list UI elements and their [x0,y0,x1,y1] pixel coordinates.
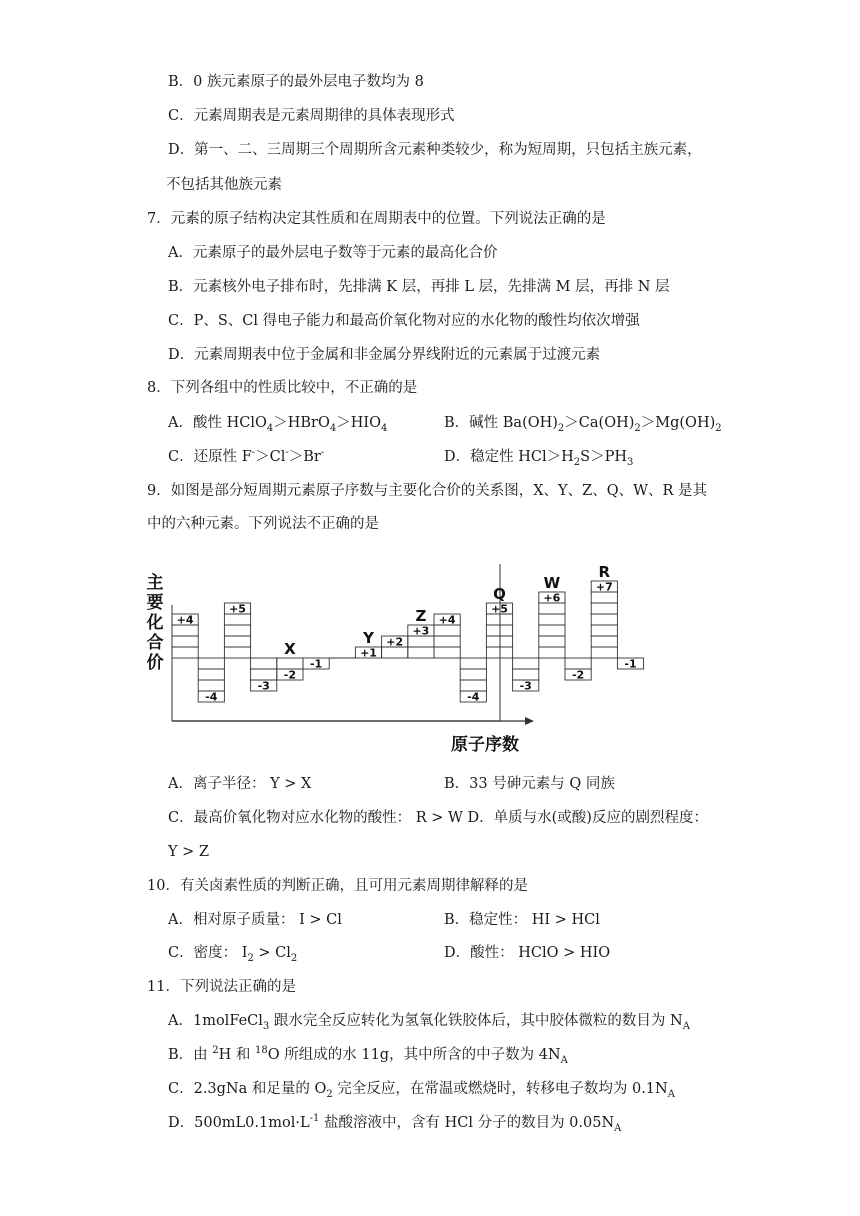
column-cell [591,647,617,658]
value-label: -1 [624,657,637,671]
column-cell [172,636,198,647]
element-label: W [543,574,561,592]
column-cell [408,647,434,658]
column-cell [251,658,277,669]
value-label: +5 [229,602,246,616]
column-cell [539,603,565,614]
column-cell [539,636,565,647]
option-10d: D．酸性： HClO > HIO [444,945,611,961]
option-10a: A．相对原子质量： I > Cl [168,912,342,928]
value-label: -3 [519,679,532,693]
column-cell [251,669,277,680]
option-9a: A．离子半径： Y > X [168,776,312,792]
column-cell [224,647,250,658]
column-cell [565,658,591,669]
element-label: Q [493,585,506,603]
column-cell [172,625,198,636]
y-axis-label-char: 要 [146,593,164,613]
column-cell [460,669,486,680]
value-label: +1 [360,646,377,660]
value-label: +5 [491,602,508,616]
column-cell [591,614,617,625]
question-9-line2: 中的六种元素。下列说法不正确的是 [147,516,379,532]
column-cell [434,647,460,658]
option-10c: C．密度： $I_2 > Cl_2$ [168,945,298,964]
question-10: 10．有关卤素性质的判断正确，且可用元素周期律解释的是 [147,878,528,894]
column-cell [539,647,565,658]
column-cell [460,680,486,691]
line-q6b: B．0 族元素原子的最外层电子数均为 8 [168,74,424,90]
column-cell [591,625,617,636]
column-cell [434,625,460,636]
column-cell [408,636,434,647]
valence-chart [140,550,637,760]
value-label: -1 [309,657,323,671]
element-label: Y [363,629,374,647]
element-label: Z [415,607,427,625]
option-7d: D．元素周期表中位于金属和非金属分界线附近的元素属于过渡元素 [168,347,601,363]
column-cell [277,658,303,669]
column-cell [224,636,250,647]
x-axis-label: 原子序数 [451,735,519,755]
column-cell [591,592,617,603]
value-label: +4 [438,613,456,627]
option-8d: D．稳定性 $HCl>H_2S>PH_3$ [444,449,634,468]
column-cell [198,658,224,669]
option-8c: C．还原性 F-＞Cl-＞Br- [168,447,325,465]
column-cell [224,625,250,636]
y-axis-label-char: 价 [146,653,164,673]
column-cell [539,625,565,636]
column-cell [539,614,565,625]
option-7c: C．P、S、Cl 得电子能力和最高价氧化物对应的水化物的酸性均依次增强 [168,313,640,329]
value-label: -2 [571,668,585,682]
value-label: +4 [176,613,194,627]
option-10b: B．稳定性： HI > HCl [444,912,600,928]
column-cell [198,669,224,680]
element-label: R [598,563,611,581]
column-cell [434,636,460,647]
option-11c: C．2.3gNa 和足量的 $O_2$ 完全反应，在常温或燃烧时，转移电子数均为 $0.1N_A$ [168,1081,675,1100]
option-8a: A．酸性 $HClO_4>HBrO_4>HIO_4$ [168,415,388,434]
option-8b: B．碱性 $Ba(OH)_2>Ca(OH)_2>Mg(OH)_2$ [444,415,722,434]
option-7a: A．元素原子的最外层电子数等于元素的最高化合价 [168,245,498,261]
value-label: +2 [386,635,404,649]
question-7: 7．元素的原子结构决定其性质和在周期表中的位置。下列说法正确的是 [147,211,606,227]
option-9b: B．33 号砷元素与 Q 同族 [444,776,615,792]
column-cell [382,647,408,658]
column-cell [198,680,224,691]
value-label: +3 [412,624,430,638]
y-axis-label-char: 合 [146,633,164,653]
column-cell [513,669,539,680]
value-label: +7 [595,580,613,594]
column-cell [172,647,198,658]
value-label: -2 [283,668,297,682]
y-axis-label-char: 化 [146,613,164,633]
element-label: X [284,640,296,658]
option-7b: B．元素核外电子排布时，先排满 K 层，再排 L 层，先排满 M 层，再排 N 层 [168,279,670,295]
y-axis-label-char: 主 [146,573,164,593]
question-8: 8．下列各组中的性质比较中，不正确的是 [147,380,418,396]
value-label: +6 [543,591,561,605]
option-11a: A．1molFeCl$_3$ 跟水完全反应转化为氢氧化铁胶体后，其中胶体微粒的数目为 $N_A$ [168,1013,690,1032]
column-cell [224,614,250,625]
value-label: -4 [205,690,218,704]
line-q6c: C．元素周期表是元素周期律的具体表现形式 [168,108,455,124]
column-cell [591,603,617,614]
option-9c-9d: C．最高价氧化物对应水化物的酸性： R > W D．单质与水(或酸)反应的剧烈程度： [168,810,708,826]
column-cell [513,658,539,669]
option-9d-cont: Y > Z [168,844,210,860]
column-cell [460,658,486,669]
option-11b: B．由 $^2$H 和 $^{18}$O 所组成的水 11g，其中所含的中子数为 $4N_A$ [168,1045,568,1066]
column-cell [591,636,617,647]
question-11: 11．下列说法正确的是 [147,979,296,995]
value-label: -4 [467,690,480,704]
line-q6d1: D．第一、二、三周期三个周期所含元素种类较少，称为短周期，只包括主族元素， [168,142,702,158]
line-q6d2: 不包括其他族元素 [166,177,282,193]
option-11d: D．$500mL0.1mol\cdot L^{-1}$ 盐酸溶液中，含有 HCl 分子的数目为 $0.05N_A$ [168,1113,622,1134]
value-label: -3 [257,679,270,693]
x-axis-arrow [525,717,534,725]
question-9-line1: 9．如图是部分短周期元素原子序数与主要化合价的关系图，X、Y、Z、Q、W、R 是其 [147,483,708,499]
